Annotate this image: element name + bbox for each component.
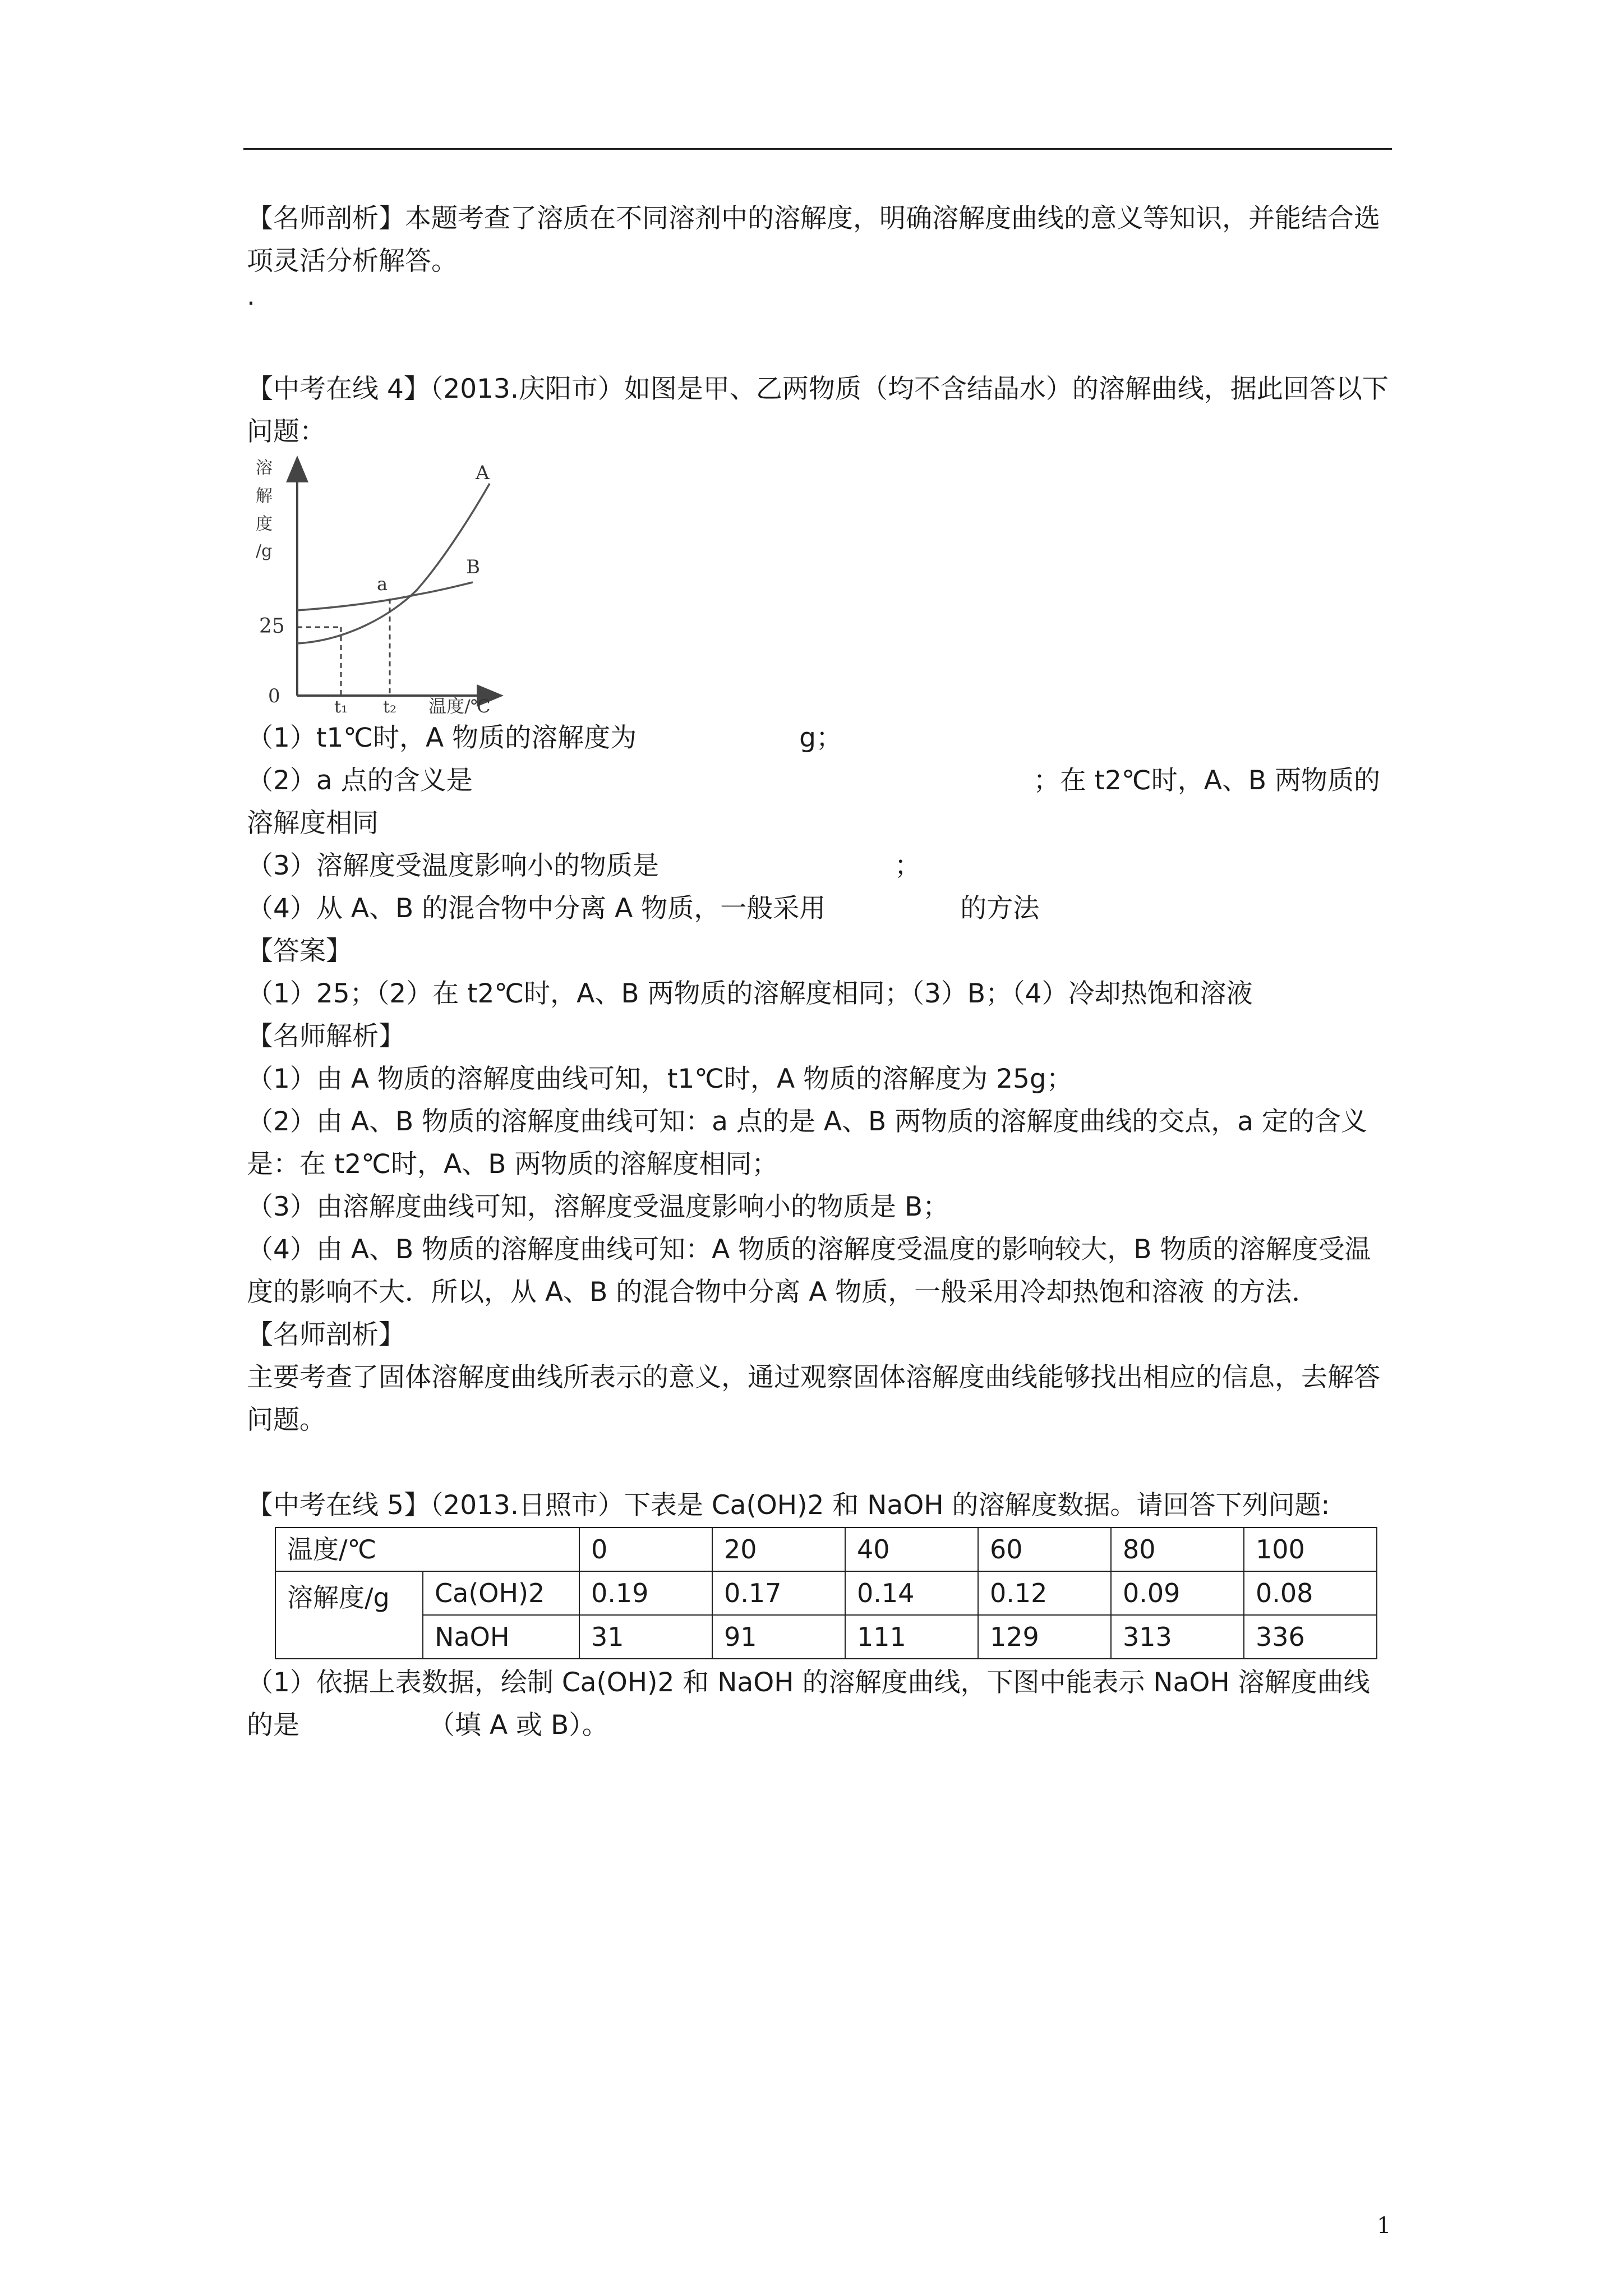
explanation-4: （4）由 A、B 物质的溶解度曲线可知：A 物质的溶解度受温度的影响较大，B 物质的溶解度受温度的影响不大．所以，从 A、B 的混合物中分离 A 物质，一般采用冷却热饱和溶液 的方法． [247,1234,1371,1308]
y-tick-25: 25 [259,615,285,638]
solubility-curve-svg [251,455,532,714]
question-4-part-2 [247,760,1391,845]
stray-dot: · [247,288,255,319]
table-row-label: Ca(OH)2 [423,1571,579,1615]
intersection-label: a [377,573,388,595]
y-label-1: 溶 [256,458,273,478]
explanation-2: （2）由 A、B 物质的溶解度曲线可知：a 点的是 A、B 两物质的溶解度曲线的交点，a 定的含义是：在 t2℃时，A、B 两物质的溶解度相同； [247,1106,1367,1180]
curve-b-label: B [466,556,480,578]
analysis-heading: 【名师剖析】 [247,1319,405,1350]
explanation-heading: 【名师解析】 [247,1021,405,1052]
q4-2-text: （2）a 点的含义是 [247,765,473,796]
y-label-3: 度 [256,514,273,534]
table-cell: 111 [845,1615,978,1659]
x-tick-t2: t₂ [383,697,397,714]
table-row-label: NaOH [423,1615,579,1659]
table-cell: 0.12 [978,1571,1111,1615]
table-cell: 0 [579,1527,712,1571]
curve-a [297,484,490,643]
q4-4-tail: 的方法 [960,893,1040,924]
q4-1-unit: g； [799,723,842,753]
origin-label: 0 [268,685,280,707]
table-cell: 0.14 [845,1571,978,1615]
y-label-2: 解 [256,486,273,506]
table-header-temp: 温度/℃ [275,1527,579,1571]
table-cell: 0.08 [1244,1571,1377,1615]
table-cell: 60 [978,1527,1111,1571]
q4-3-tail: ； [894,850,921,881]
answer-text: （1）25；（2）在 t2℃时，A、B 两物质的溶解度相同；（3）B；（4）冷却热饱和溶液 [247,978,1253,1009]
header-rule [243,148,1392,150]
table-cell: 336 [1244,1615,1377,1659]
table-cell: 0.09 [1111,1571,1244,1615]
table-cell: 129 [978,1615,1111,1659]
q5-1-tail: （填 A 或 B）。 [428,1710,608,1741]
table-cell: 100 [1244,1527,1377,1571]
solubility-curve-figure [251,455,532,714]
question-5-part-1 [247,1662,1391,1747]
curve-a-label: A [476,462,490,484]
analysis-text: 主要考查了固体溶解度曲线所表示的意义，通过观察固体溶解度曲线能够找出相应的信息，去解答问题。 [247,1362,1380,1435]
page-number: 1 [1377,2213,1391,2239]
solubility-table [275,1527,1377,1659]
table-cell: 20 [712,1527,845,1571]
table-cell: 31 [579,1615,712,1659]
x-axis-label: 温度/℃ [428,696,491,714]
question-5-stem: 【中考在线 5】（2013.日照市）下表是 Ca(OH)2 和 NaOH 的溶解度数据。请回答下列问题: [247,1490,1330,1521]
table-row [275,1571,1377,1615]
table-cell: 91 [712,1615,845,1659]
q5-1-text: （1）依据上表数据，绘制 Ca(OH)2 和 NaOH 的溶解度曲线，下图中能表示 NaOH 溶解度曲线的是 [247,1667,1370,1741]
explanation-3: （3）由溶解度曲线可知，溶解度受温度影响小的物质是 B； [247,1191,949,1222]
spacer [247,325,1391,368]
table-row [275,1615,1377,1659]
table-cell: 80 [1111,1527,1244,1571]
answer-heading: 【答案】 [247,936,352,967]
table-cell: 313 [1111,1615,1244,1659]
spacer [247,1442,1391,1484]
table-header-solubility: 溶解度/g [275,1571,423,1659]
x-tick-t1: t₁ [334,697,348,714]
table-row [275,1527,1377,1571]
question-4-part-3 [247,845,1391,887]
table-cell: 0.19 [579,1571,712,1615]
q4-2-tail: ；在 t2℃时，A、B 两物质的溶解度相同 [247,765,1381,839]
explanation-1: （1）由 A 物质的溶解度曲线可知，t1℃时，A 物质的溶解度为 25g； [247,1064,1073,1094]
table-cell: 40 [845,1527,978,1571]
table-cell: 0.17 [712,1571,845,1615]
document-body [247,197,1391,1747]
analysis-paragraph-1: 【名师剖析】本题考查了溶质在不同溶剂中的溶解度，明确溶解度曲线的意义等知识，并能结合选项灵活分析解答。 [247,203,1380,277]
q4-4-text: （4）从 A、B 的混合物中分离 A 物质，一般采用 [247,893,826,924]
q4-1-text: （1）t1℃时，A 物质的溶解度为 [247,723,637,753]
question-4-part-1 [247,717,1391,760]
q4-3-text: （3）溶解度受温度影响小的物质是 [247,850,659,881]
question-4-part-4 [247,887,1391,930]
question-4-stem: 【中考在线 4】（2013.庆阳市）如图是甲、乙两物质（均不含结晶水）的溶解曲线，据此回答以下问题： [247,374,1389,447]
y-label-4: /g [256,541,273,561]
